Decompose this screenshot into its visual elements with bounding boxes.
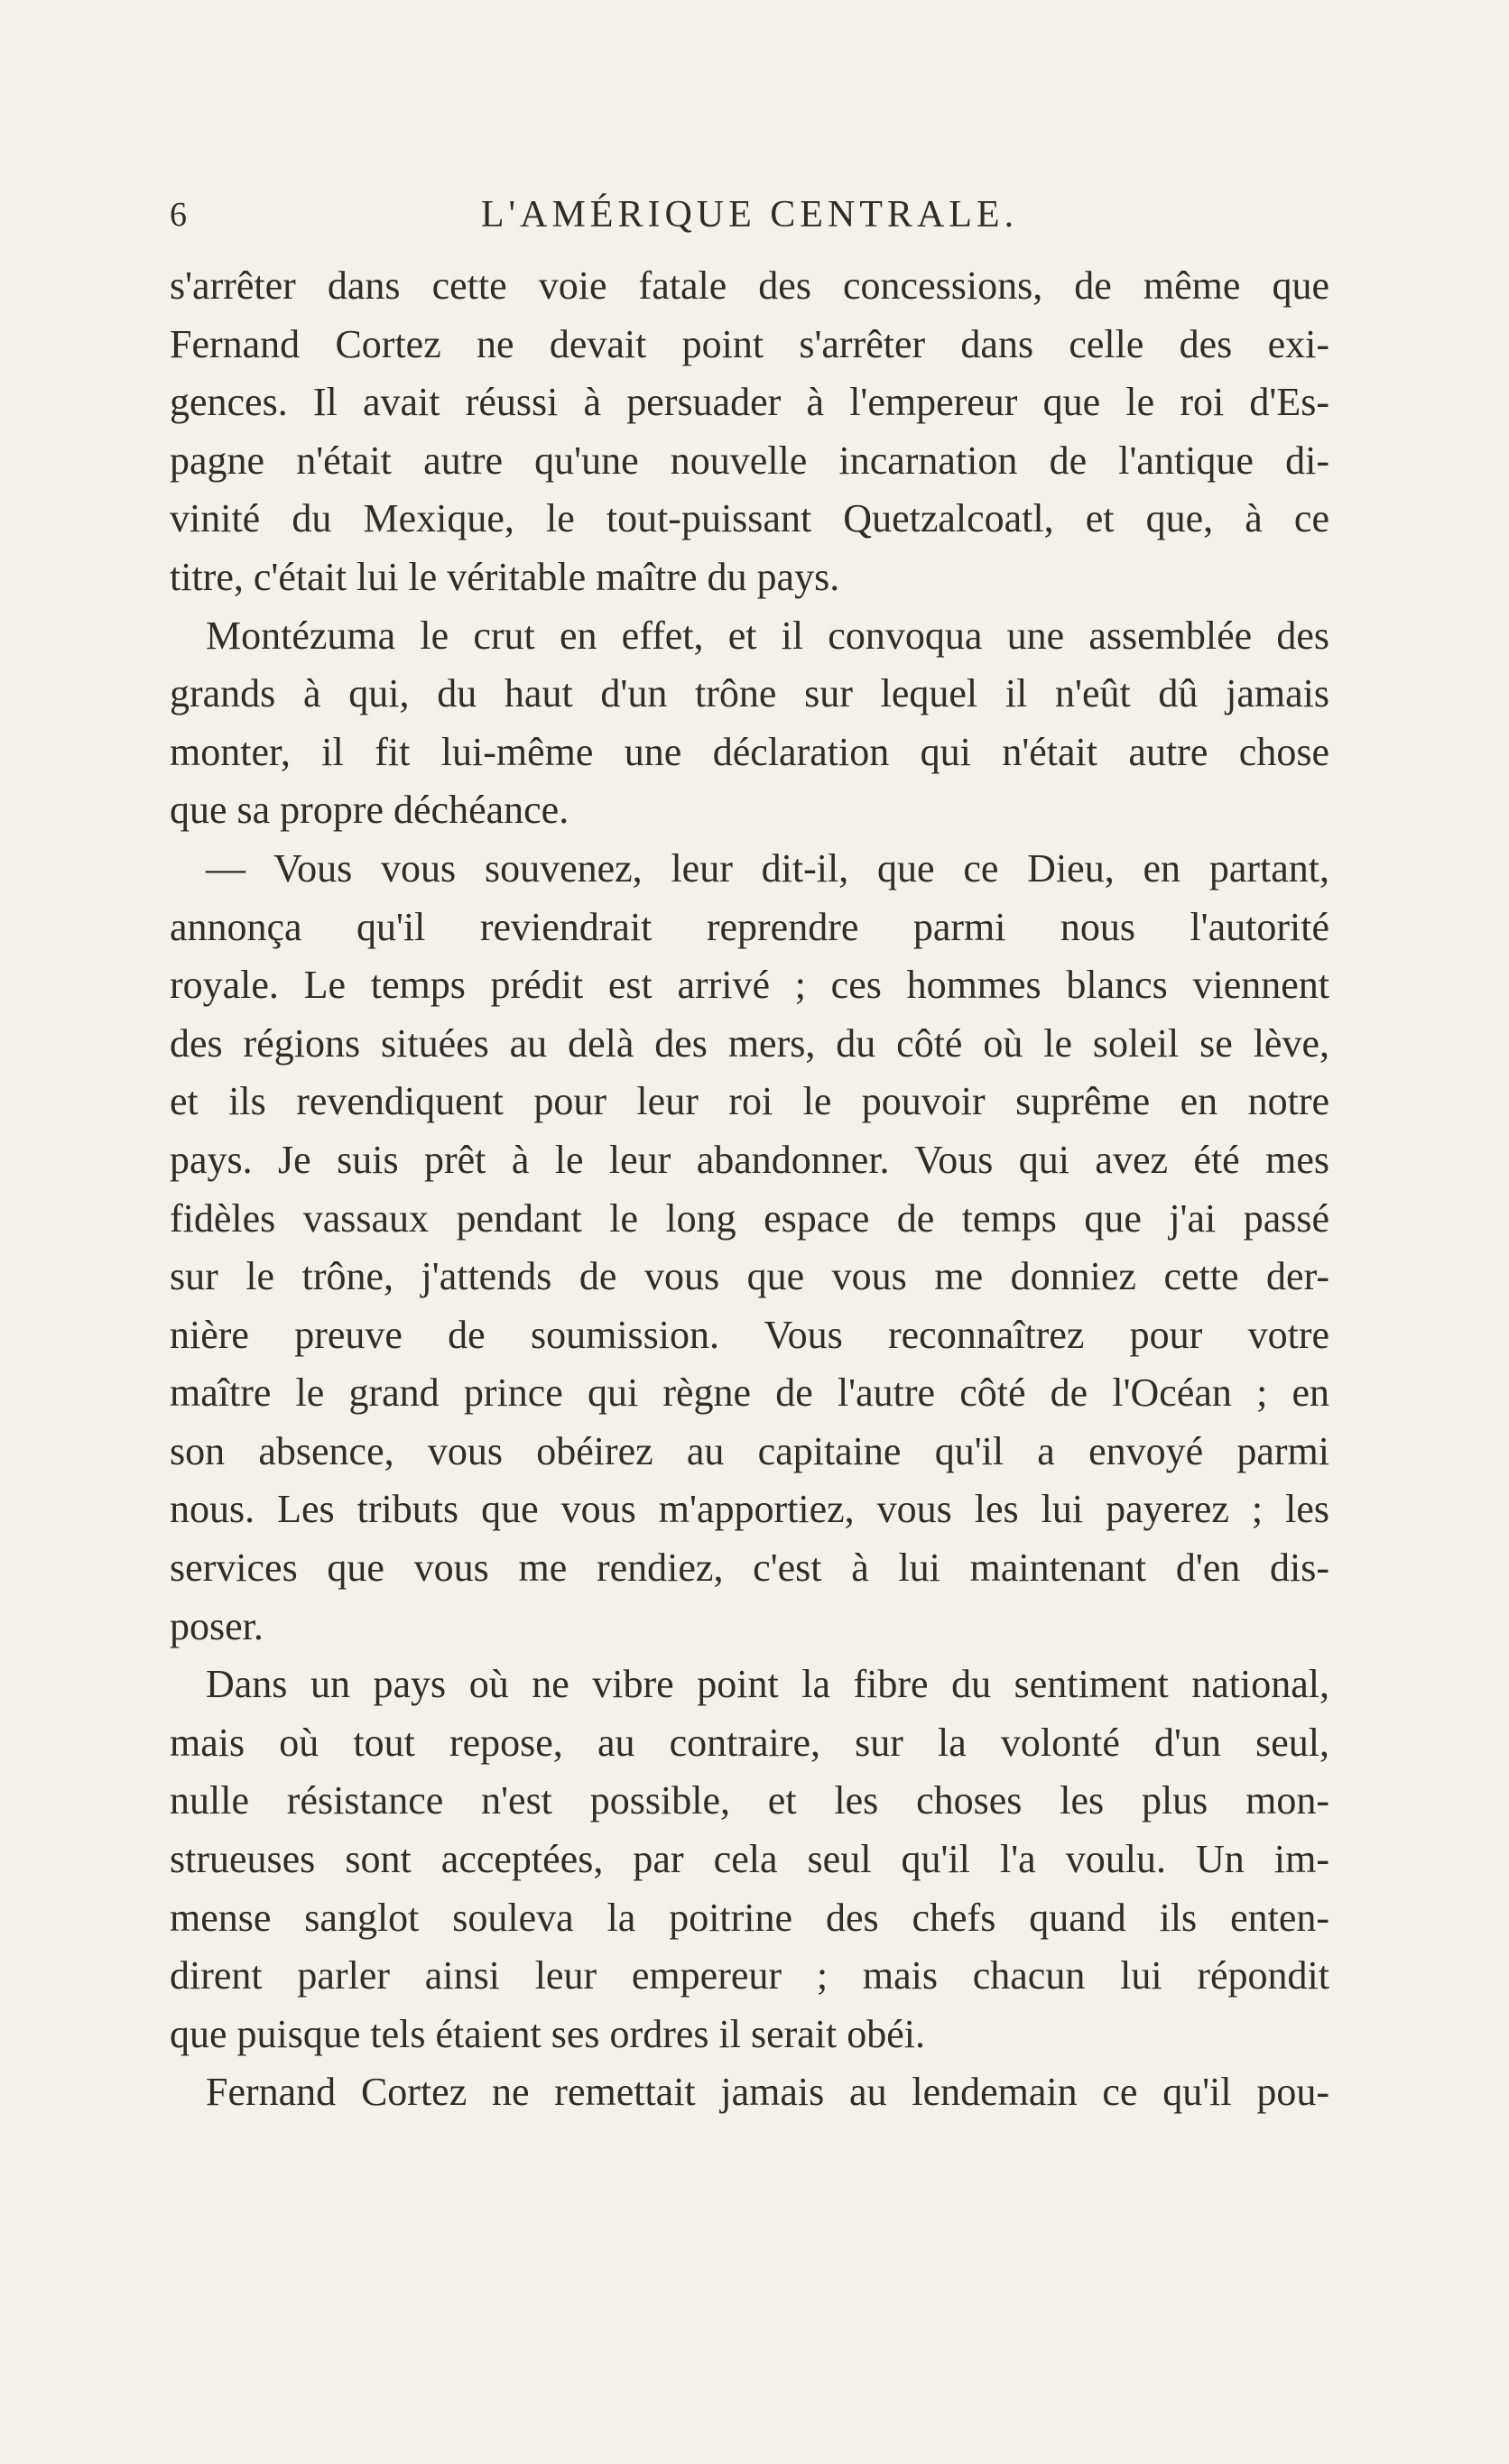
text-line: services que vous me rendiez, c'est à lui maintenant d'en dis- <box>170 1546 1329 1591</box>
text-line: fidèles vassaux pendant le long espace de temps que j'ai passé <box>170 1195 1329 1241</box>
text-line: royale. Le temps prédit est arrivé ; ces hommes blancs viennent <box>170 963 1329 1008</box>
page-number: 6 <box>170 196 187 234</box>
text-line: pagne n'était autre qu'une nouvelle incarnation de l'antique di- <box>170 438 1329 483</box>
text-line: dirent parler ainsi leur empereur ; mais chacun lui répondit <box>170 1953 1329 1998</box>
text-line: strueuses sont acceptées, par cela seul qu'il l'a voulu. Un im- <box>170 1837 1329 1882</box>
text-line: Dans un pays où ne vibre point la fibre du sentiment national, <box>206 1662 1329 1707</box>
body-text <box>170 257 1329 2122</box>
text-line: monter, il fit lui-même une déclaration qui n'était autre chose <box>170 729 1329 774</box>
running-head: L'AMÉRIQUE CENTRALE. <box>480 194 1019 235</box>
text-line: des régions situées au delà des mers, du côté où le soleil se lève, <box>170 1020 1329 1066</box>
text-line: son absence, vous obéirez au capitaine qu'il a envoyé parmi <box>170 1428 1329 1473</box>
text-line: nous. Les tributs que vous m'apportiez, vous les lui payerez ; les <box>170 1487 1329 1532</box>
text-line: Fernand Cortez ne remettait jamais au lendemain ce qu'il pou- <box>206 2070 1329 2115</box>
text-line: maître le grand prince qui règne de l'autre côté de l'Océan ; en <box>170 1370 1329 1416</box>
page-header <box>170 188 1329 242</box>
text-line: — Vous vous souvenez, leur dit-il, que ce Dieu, en partant, <box>206 845 1329 891</box>
text-line: nulle résistance n'est possible, et les choses les plus mon- <box>170 1778 1329 1823</box>
text-line: annonça qu'il reviendrait reprendre parmi nous l'autorité <box>170 904 1329 949</box>
text-line: Fernand Cortez ne devait point s'arrêter dans celle des exi- <box>170 321 1329 366</box>
text-line: mense sanglot souleva la poitrine des chefs quand ils enten- <box>170 1895 1329 1940</box>
text-line: pays. Je suis prêt à le leur abandonner. Vous qui avez été mes <box>170 1137 1329 1182</box>
text-line: vinité du Mexique, le tout-puissant Quetzalcoatl, et que, à ce <box>170 496 1329 541</box>
text-line: s'arrêter dans cette voie fatale des concessions, de même que <box>170 263 1329 308</box>
text-line: que puisque tels étaient ses ordres il serait obéi. <box>170 2011 925 2056</box>
text-line: titre, c'était lui le véritable maître du pays. <box>170 554 840 599</box>
text-line: gences. Il avait réussi à persuader à l'empereur que le roi d'Es- <box>170 380 1329 425</box>
text-line: Montézuma le crut en effet, et il convoqua une assemblée des <box>206 613 1329 658</box>
text-line: nière preuve de soumission. Vous reconnaîtrez pour votre <box>170 1312 1329 1357</box>
text-line: que sa propre déchéance. <box>170 788 569 833</box>
text-line: et ils revendiquent pour leur roi le pouvoir suprême en notre <box>170 1079 1329 1124</box>
text-line: grands à qui, du haut d'un trône sur lequel il n'eût dû jamais <box>170 671 1329 716</box>
text-line: sur le trône, j'attends de vous que vous me donniez cette der- <box>170 1254 1329 1299</box>
text-line: poser. <box>170 1603 264 1648</box>
text-line: mais où tout repose, au contraire, sur la volonté d'un seul, <box>170 1720 1329 1765</box>
